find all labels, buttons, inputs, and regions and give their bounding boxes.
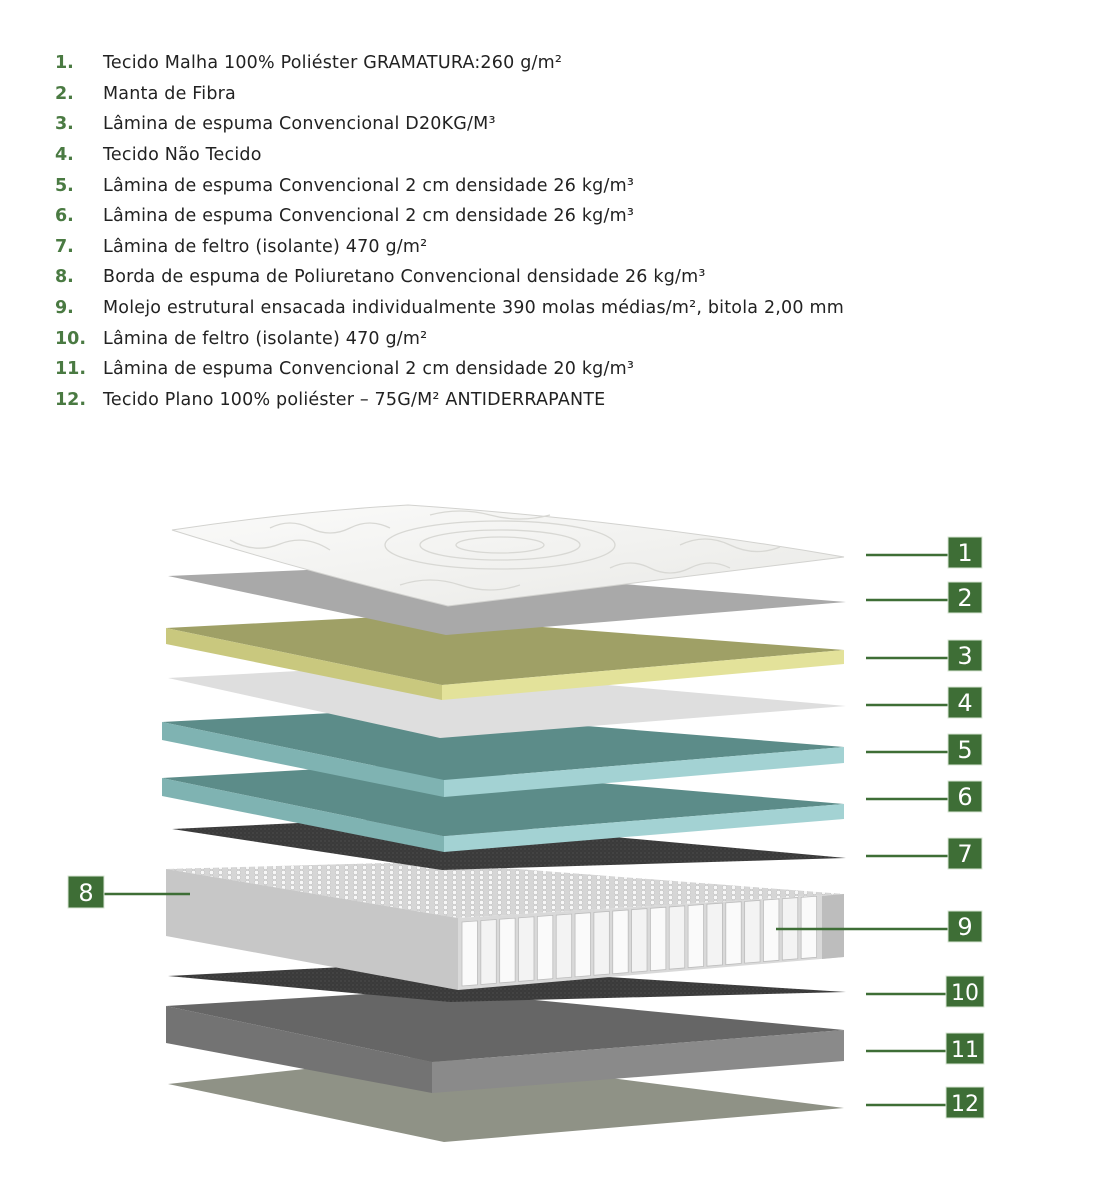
pocket-spring — [650, 907, 665, 971]
callout-badge-7 — [948, 838, 982, 869]
callout-number: 8 — [78, 879, 94, 907]
legend-number: 7. — [55, 236, 74, 257]
legend-text: Tecido Plano 100% poliéster – 75G/M² ANTIDERRAPANTE — [103, 389, 606, 410]
legend-text: Molejo estrutural ensacada individualmente 390 molas médias/m², bitola 2,00 mm — [103, 298, 844, 319]
callout-badge-12 — [946, 1087, 984, 1118]
pocket-spring — [801, 896, 816, 958]
pocket-spring — [669, 906, 684, 969]
callout-badge-11 — [946, 1033, 984, 1064]
pocket-spring — [726, 902, 741, 965]
layer-8-9-spring-unit — [166, 862, 844, 990]
legend-number: 3. — [55, 114, 74, 135]
legend-text: Tecido Não Tecido — [103, 145, 262, 166]
callout-number: 9 — [957, 913, 973, 941]
callout-badge-4 — [948, 687, 982, 718]
pocket-spring — [745, 900, 760, 963]
legend-text: Lâmina de espuma Convencional 2 cm densidade 20 kg/m³ — [103, 359, 635, 380]
legend-text: Borda de espuma de Poliuretano Convencional densidade 26 kg/m³ — [103, 267, 706, 288]
pocket-spring — [707, 903, 722, 966]
foam-border-corner — [822, 894, 844, 959]
legend-number: 10. — [55, 328, 87, 349]
legend-number: 4. — [55, 145, 74, 166]
legend-number: 2. — [55, 83, 74, 104]
legend-number: 9. — [55, 298, 74, 319]
pocket-spring — [594, 911, 609, 975]
callout-badge-10 — [946, 976, 984, 1007]
callout-badge-9 — [948, 911, 982, 942]
callout-badge-3 — [948, 640, 982, 671]
pocket-spring — [462, 921, 477, 986]
callout-number: 12 — [951, 1092, 979, 1117]
callout-number: 1 — [957, 539, 973, 567]
legend-number: 12. — [55, 389, 87, 410]
callout-badge-1 — [948, 537, 982, 568]
callout-badge-6 — [948, 781, 982, 812]
pocket-spring — [613, 910, 628, 974]
pocket-spring — [519, 917, 534, 982]
legend-number: 6. — [55, 206, 74, 227]
callout-number: 10 — [951, 981, 979, 1006]
callout-number: 4 — [957, 689, 973, 717]
legend-text: Lâmina de espuma Convencional 2 cm densidade 26 kg/m³ — [103, 206, 635, 227]
legend-text: Lâmina de feltro (isolante) 470 g/m² — [103, 236, 428, 257]
pocket-spring — [556, 914, 571, 978]
legend-text: Lâmina de espuma Convencional D20KG/M³ — [103, 114, 496, 135]
callout-number: 6 — [957, 783, 973, 811]
legend-text: Lâmina de espuma Convencional 2 cm densidade 26 kg/m³ — [103, 175, 635, 196]
callout-number: 2 — [957, 584, 973, 612]
pocket-spring — [763, 899, 778, 962]
pocket-spring — [537, 915, 552, 979]
legend-number: 5. — [55, 175, 74, 196]
pocket-spring — [500, 918, 515, 983]
callout-number: 5 — [957, 736, 973, 764]
pocket-spring — [575, 913, 590, 977]
callout-number: 11 — [951, 1038, 979, 1063]
legend-text: Tecido Malha 100% Poliéster GRAMATURA:260 g/m² — [103, 53, 563, 74]
callout-number: 7 — [957, 840, 973, 868]
legend-number: 11. — [55, 359, 87, 380]
legend-number: 1. — [55, 53, 74, 74]
pocket-spring — [632, 909, 647, 973]
legend-number: 8. — [55, 267, 74, 288]
callout-badge-5 — [948, 734, 982, 765]
callout-number: 3 — [957, 642, 973, 670]
callout-badge-2 — [948, 582, 982, 613]
callout-badge-8 — [68, 876, 104, 908]
legend-text: Lâmina de feltro (isolante) 470 g/m² — [103, 328, 428, 349]
pocket-spring — [481, 920, 496, 985]
legend-text: Manta de Fibra — [103, 83, 236, 104]
pocket-spring — [688, 904, 703, 967]
